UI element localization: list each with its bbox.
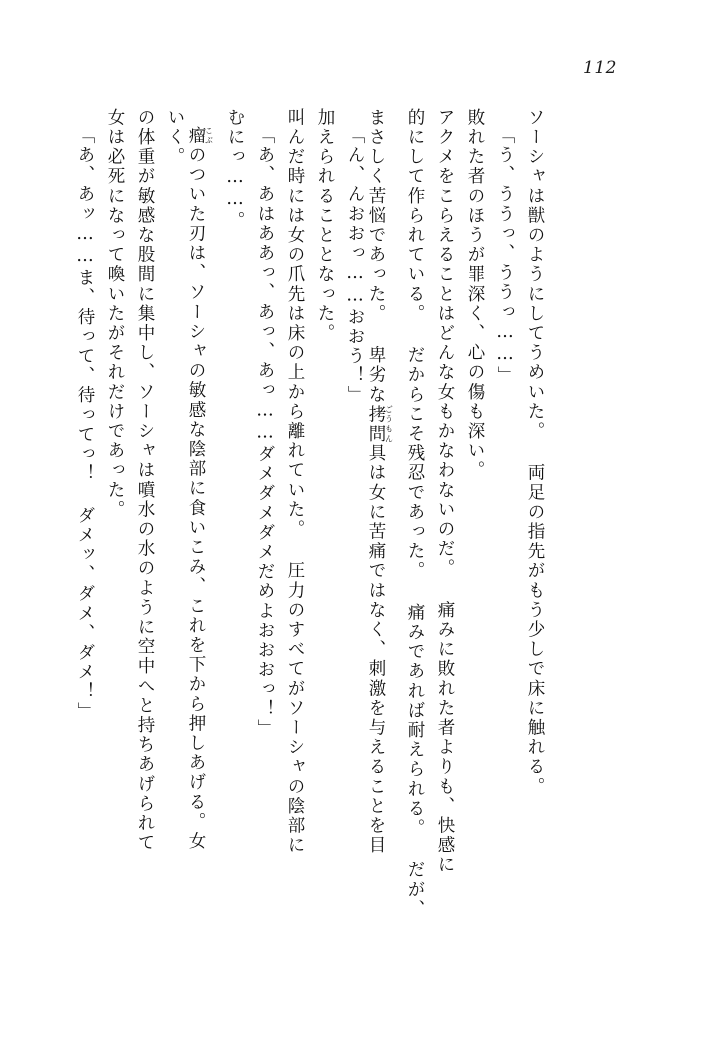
page-number: 112 bbox=[583, 58, 617, 78]
ruby-annotation: 拷問ごうもん bbox=[366, 404, 394, 444]
text-line: 女は必死になって喚いたがそれだけであった。 bbox=[105, 108, 125, 520]
text-line: むにっ……。 bbox=[225, 108, 245, 231]
text-line: 敗れた者のほうが罪深く、心の傷も深い。 bbox=[465, 108, 485, 481]
text-line: 加えられることとなった。 bbox=[315, 108, 335, 344]
vertical-text-block bbox=[63, 108, 633, 920]
text-line: 「あ、あはああっ、あっ、あっ……ダメダメダメだめよおおおっ！」 bbox=[255, 126, 275, 739]
text-line: ソーシャは獣のようにしてうめいた。 両足の指先がもう少しで床に触れる。 bbox=[525, 108, 545, 797]
text-line: の体重が敏感な股間に集中し、ソーシャは噴水の水のように空中へと持ちあげられて bbox=[135, 108, 155, 853]
ruby-annotation: 瘤こぶ bbox=[186, 126, 214, 146]
text-line: 的にして作られている。 だからこそ残忍であった。 痛みであれば耐えられる。 だが、 bbox=[405, 108, 425, 920]
text-line: 瘤こぶのついた刃は、ソーシャの敏感な陰部に食いこみ、これを下から押しあげる。女 bbox=[186, 126, 214, 852]
text-line: 「あ、あッ……ま、待って、待ってっ！ ダメッ、ダメ、ダメ！」 bbox=[75, 126, 95, 722]
text-line: いく。 bbox=[165, 108, 185, 167]
text-line: まさしく苦悩であった。 卑劣な拷問ごうもん具は女に苦痛ではなく、刺激を与えることを目 bbox=[366, 108, 394, 856]
text-line: 「ん、んおおっ……おおう！」 bbox=[345, 126, 365, 406]
text-line: 「う、ううっ、ううっ……」 bbox=[495, 126, 515, 386]
text-line: 叫んだ時には女の爪先は床の上から離れていた。 圧力のすべてがソーシャの陰部に bbox=[285, 108, 305, 856]
text-line: アクメをこらえることはどんな女もかなわないのだ。 痛みに敗れた者よりも、快感に bbox=[435, 108, 455, 875]
